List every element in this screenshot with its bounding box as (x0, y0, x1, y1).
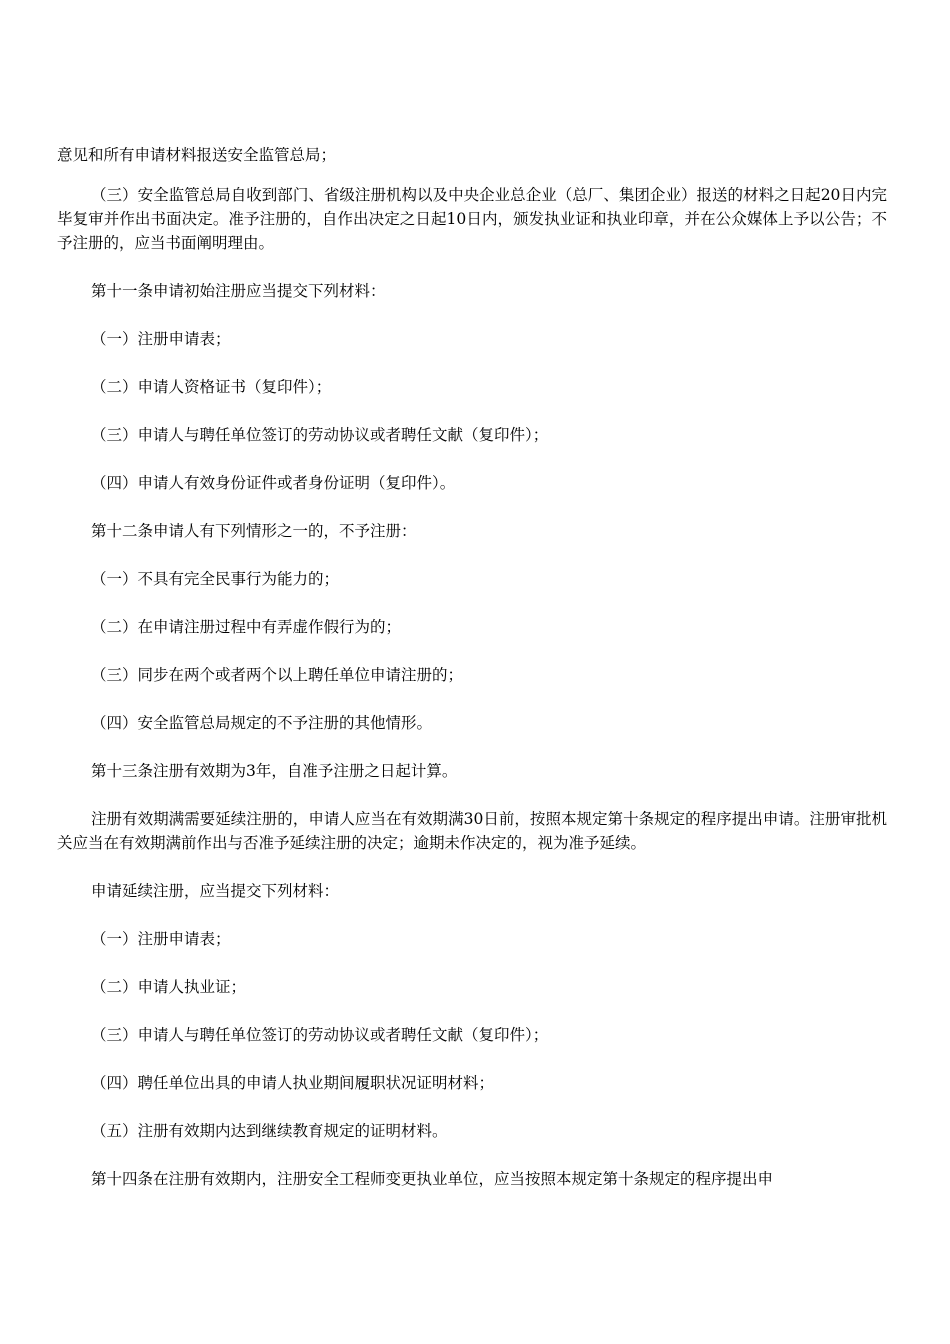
article-13-renewal: 注册有效期满需要延续注册的，申请人应当在有效期满30日前，按照本规定第十条规定的程序提出申请。注册审批机关应当在有效期满前作出与否准予延续注册的决定；逾期未作决定的，视为准予延续。 (57, 810, 887, 852)
article-11-item-2: （二）申请人资格证书（复印件）； (91, 378, 332, 396)
document-page (57, 143, 887, 1191)
article-11-item-3: （三）申请人与聘任单位签订的劳动协议或者聘任文献（复印件）； (91, 426, 549, 444)
article-12-item-2: （二）在申请注册过程中有弄虚作假行为的； (91, 618, 402, 636)
paragraph-review-decision: （三）安全监管总局自收到部门、省级注册机构以及中央企业总企业（总厂、集团企业）报送的材料之日起20日内完毕复审并作出书面决定。准予注册的，自作出决定之日起10日内，颁发执业证和执业印章，并在公众媒体上予以公告；不予注册的，应当书面阐明理由。 (57, 186, 887, 252)
renewal-item-3: （三）申请人与聘任单位签订的劳动协议或者聘任文献（复印件）； (91, 1026, 549, 1044)
renewal-materials-heading: 申请延续注册，应当提交下列材料： (91, 882, 340, 900)
renewal-item-4: （四）聘任单位出具的申请人执业期间履职状况证明材料； (91, 1074, 495, 1092)
article-12-item-3: （三）同步在两个或者两个以上聘任单位申请注册的； (91, 666, 464, 684)
article-11-item-4: （四）申请人有效身份证件或者身份证明（复印件）。 (91, 474, 456, 492)
article-11-heading: 第十一条申请初始注册应当提交下列材料： (91, 282, 386, 300)
renewal-item-5: （五）注册有效期内达到继续教育规定的证明材料。 (91, 1122, 448, 1140)
paragraph-continuation: 意见和所有申请材料报送安全监管总局； (57, 146, 337, 164)
article-12-item-4: （四）安全监管总局规定的不予注册的其他情形。 (91, 714, 433, 732)
renewal-item-2: （二）申请人执业证； (91, 978, 247, 996)
article-13-heading: 第十三条注册有效期为3年，自准予注册之日起计算。 (91, 762, 458, 780)
renewal-item-1: （一）注册申请表； (91, 930, 231, 948)
article-11-item-1: （一）注册申请表； (91, 330, 231, 348)
article-14-heading: 第十四条在注册有效期内，注册安全工程师变更执业单位，应当按照本规定第十条规定的程序提出申 (91, 1170, 774, 1188)
article-12-heading: 第十二条申请人有下列情形之一的，不予注册： (91, 522, 417, 540)
article-12-item-1: （一）不具有完全民事行为能力的； (91, 570, 340, 588)
